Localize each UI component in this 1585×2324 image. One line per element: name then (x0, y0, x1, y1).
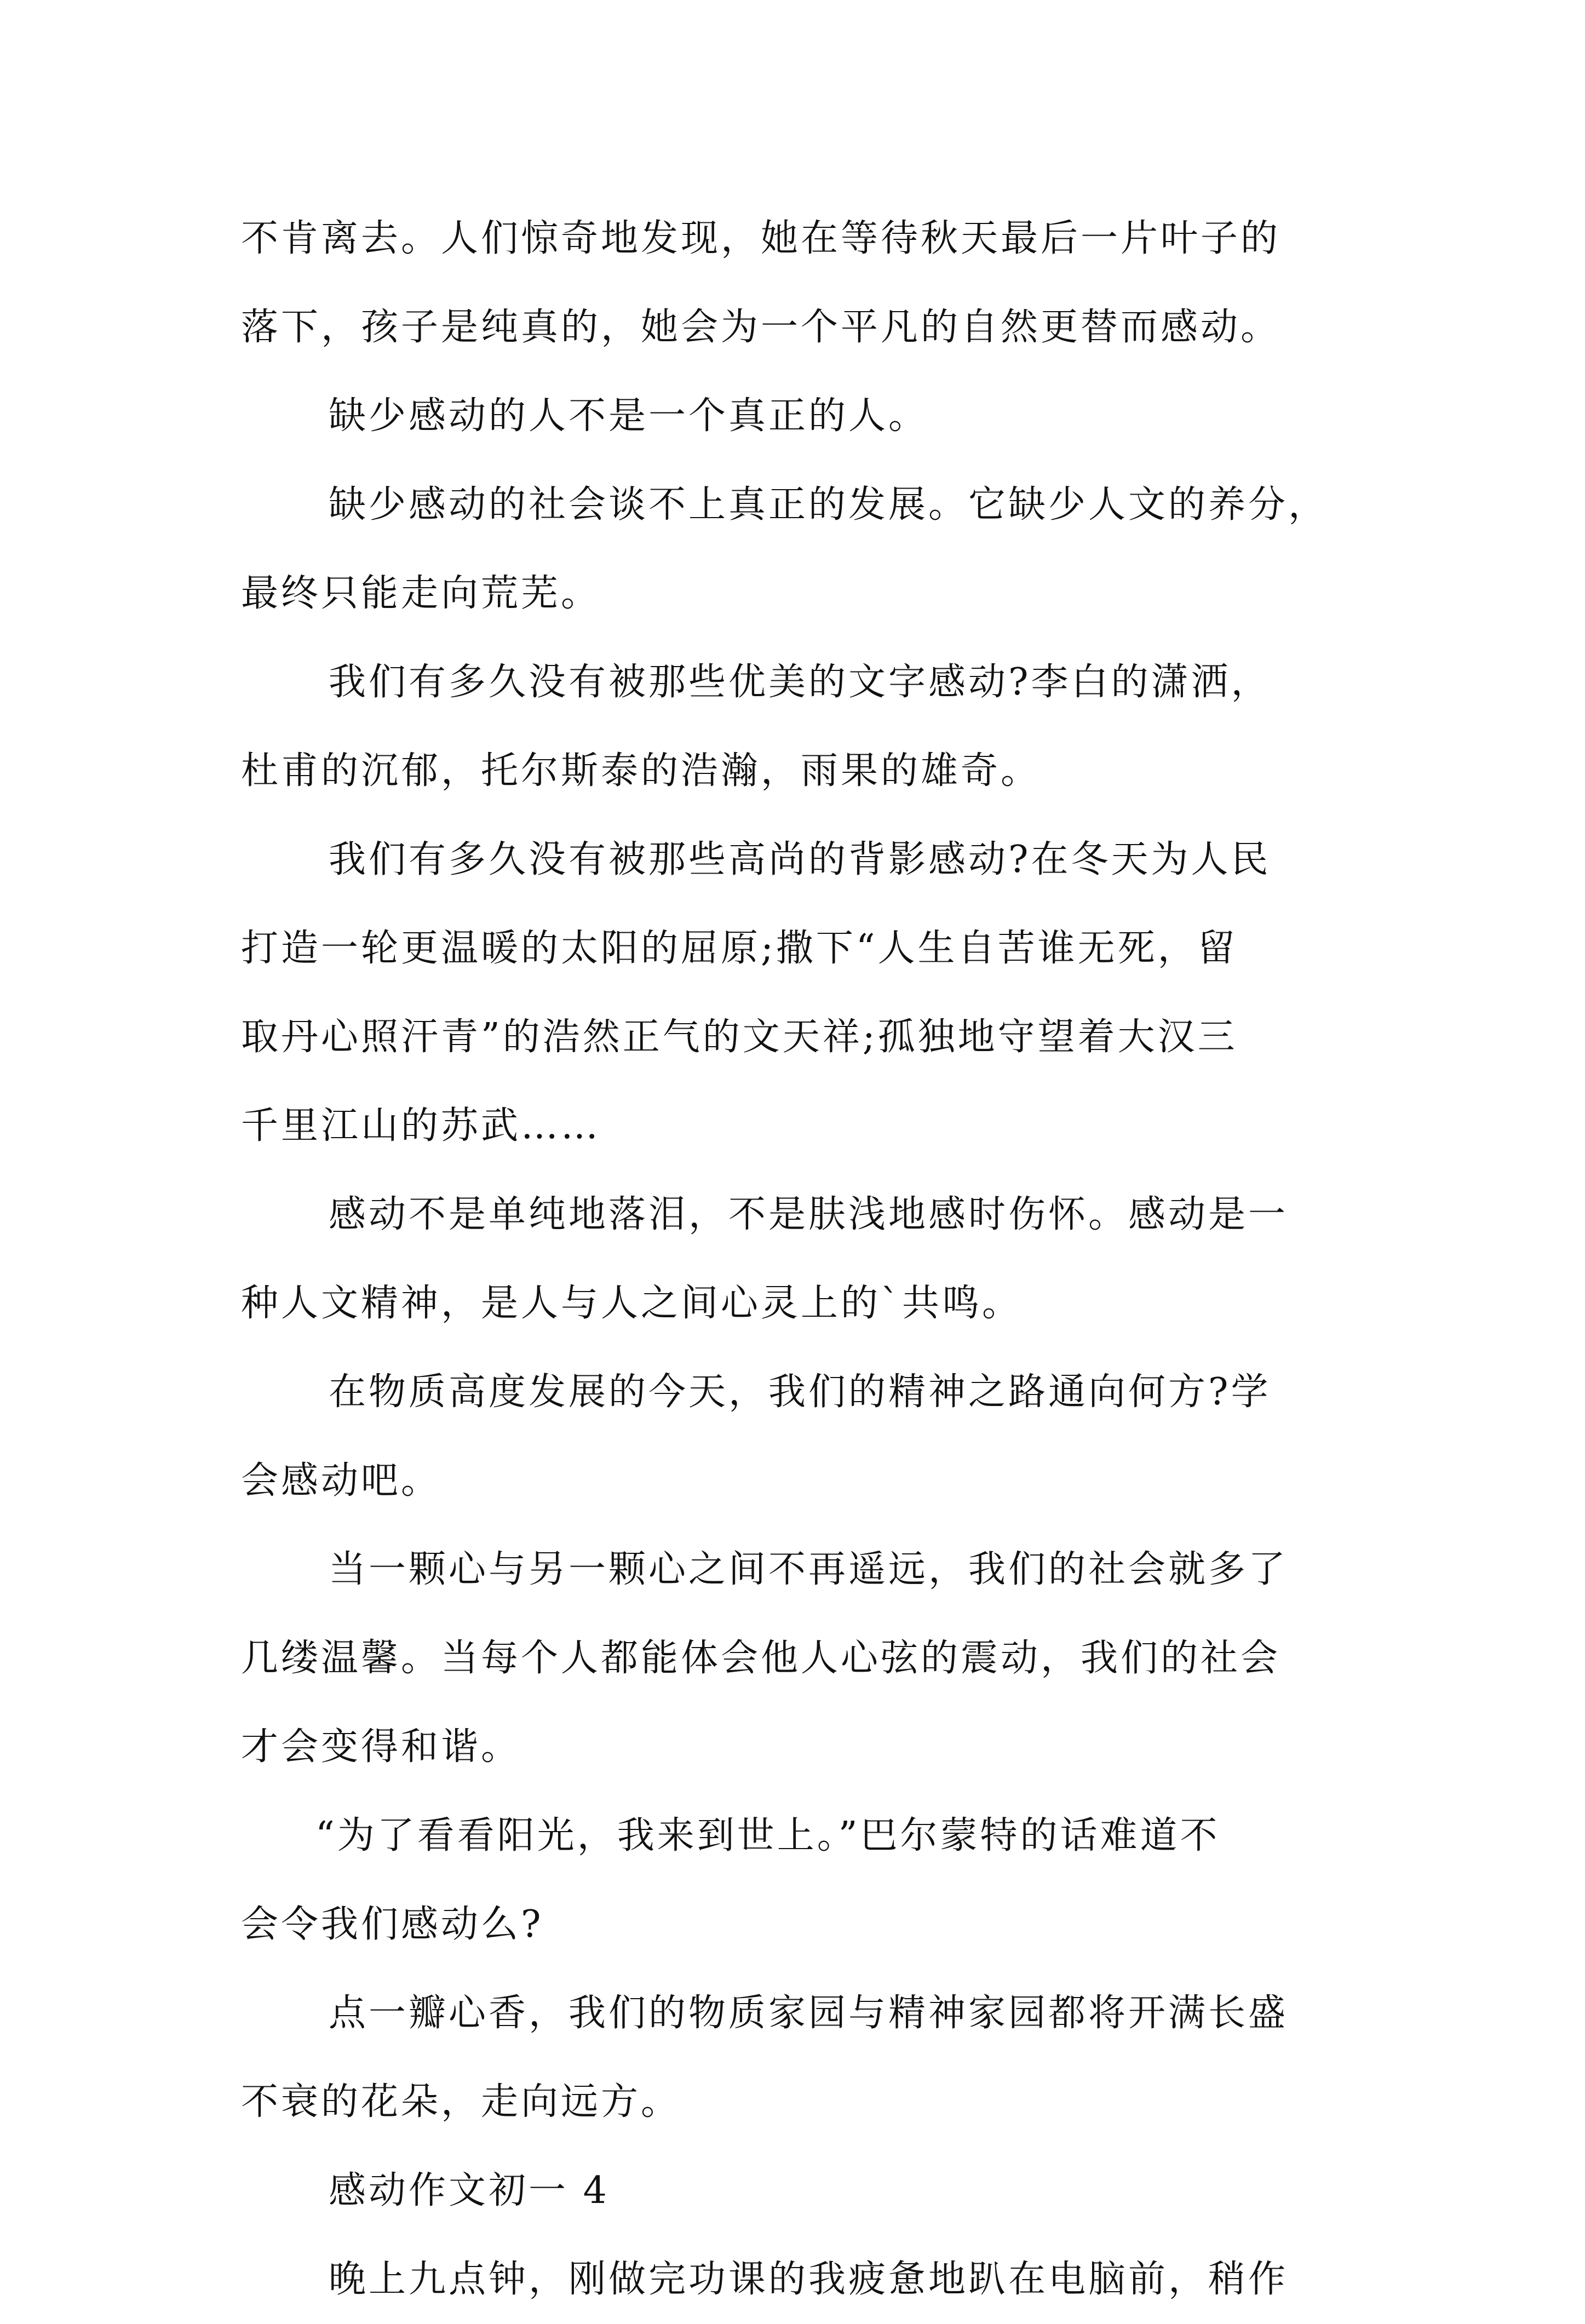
text-line: 不衰的花朵，走向远方。 (241, 2080, 681, 2124)
text-line: 点一瓣心香，我们的物质家园与精神家园都将开满长盛 (329, 1992, 1289, 2035)
text-line: 缺少感动的社会谈不上真正的发展。它缺少人文的养分， (329, 483, 1329, 526)
text-line: “为了看看阳光，我来到世上。”巴尔蒙特的话难道不 (315, 1814, 1220, 1857)
paragraph (241, 2235, 1353, 2324)
text-line: 当一颗心与另一颗心之间不再遥远，我们的社会就多了 (329, 1548, 1289, 1591)
document-body (241, 194, 1353, 2324)
text-line: 种人文精神，是人与人之间心灵上的`共鸣。 (241, 1282, 1023, 1325)
text-line: 晚上九点钟，刚做完功课的我疲惫地趴在电脑前，稍作 (329, 2258, 1289, 2301)
paragraph (241, 1969, 1353, 2147)
text-line: 感动不是单纯地落泪，不是肤浅地感时伤怀。感动是一 (329, 1193, 1289, 1236)
text-line: 缺少感动的人不是一个真正的人。 (329, 394, 929, 438)
text-line: 千里江山的苏武…… (241, 1104, 601, 1147)
text-line: 落下，孩子是纯真的，她会为一个平凡的自然更替而感动。 (241, 306, 1281, 349)
text-line: 感动作文初一 4 (329, 2169, 610, 2212)
paragraph (241, 816, 1353, 1170)
text-line: 不肯离去。人们惊奇地发现，她在等待秋天最后一片叶子的 (241, 217, 1281, 260)
paragraph (241, 1525, 1353, 1792)
text-line: 打造一轮更温暖的太阳的屈原;撒下“人生自苦谁无死，留 (241, 927, 1238, 970)
text-line: 我们有多久没有被那些高尚的背影感动?在冬天为人民 (329, 838, 1271, 881)
text-line: 杜甫的沉郁，托尔斯泰的浩瀚，雨果的雄奇。 (241, 749, 1041, 793)
paragraph (241, 1792, 1353, 1969)
paragraph (241, 194, 1353, 372)
text-line: 才会变得和谐。 (241, 1725, 521, 1769)
text-line: 几缕温馨。当每个人都能体会他人心弦的震动，我们的社会 (241, 1637, 1281, 1680)
section-heading (241, 2147, 1353, 2235)
paragraph (241, 638, 1353, 816)
text-line: 会感动吧。 (241, 1459, 441, 1502)
paragraph (241, 461, 1353, 638)
paragraph (241, 1170, 1353, 1348)
paragraph (241, 1348, 1353, 1525)
text-line: 取丹心照汗青”的浩然正气的文天祥;孤独地守望着大汉三 (241, 1015, 1238, 1059)
text-line: 我们有多久没有被那些优美的文字感动?李白的潇洒， (329, 661, 1271, 704)
text-line: 会令我们感动么? (241, 1903, 544, 1946)
text-line: 最终只能走向荒芜。 (241, 572, 601, 615)
text-line: 在物质高度发展的今天，我们的精神之路通向何方?学 (329, 1370, 1271, 1414)
paragraph (241, 372, 1353, 461)
